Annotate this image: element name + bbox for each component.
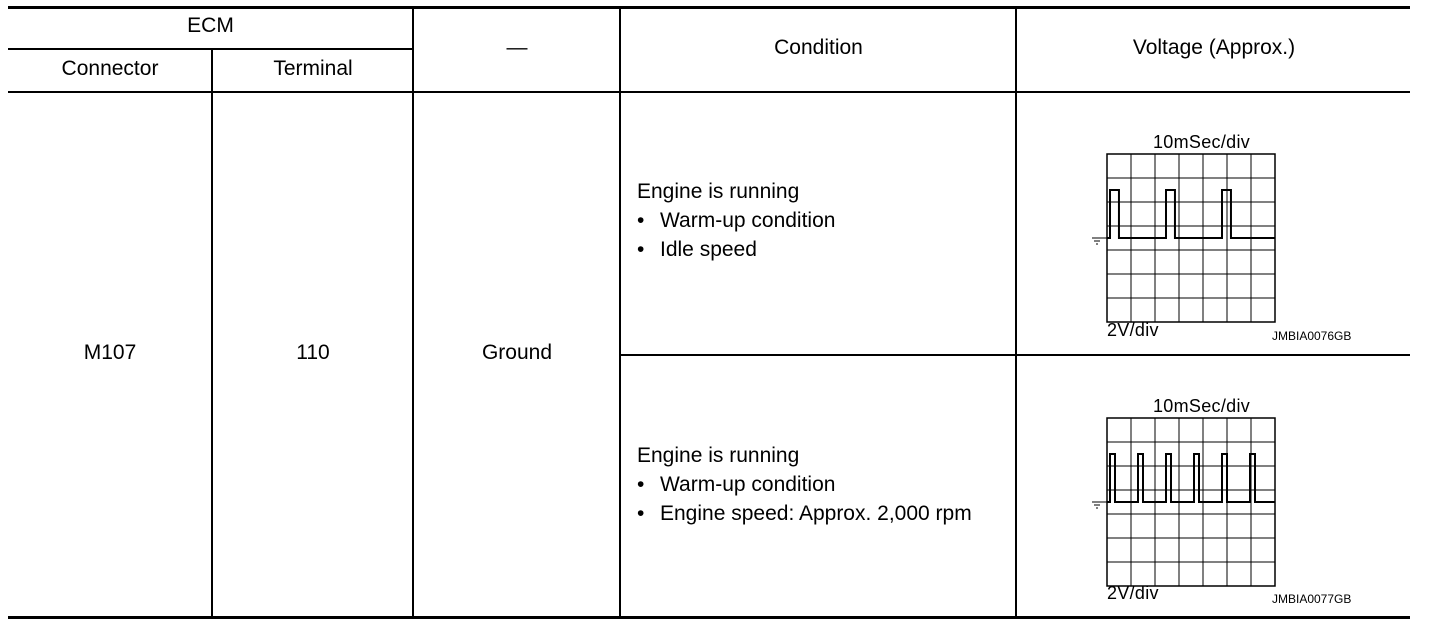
scope-volt-div-label: 2V/div — [1107, 583, 1159, 603]
scope-time-div-label: 10mSec/div — [1153, 132, 1251, 152]
condition-bullet: • Engine speed: Approx. 2,000 rpm — [637, 499, 972, 528]
header-connector: Connector — [61, 57, 159, 80]
condition-bullet: • Idle speed — [637, 235, 835, 264]
col-divider-3 — [619, 6, 621, 618]
table-bottom-rule — [8, 616, 1410, 619]
header-dash: — — [506, 36, 528, 59]
col-divider-4 — [1015, 6, 1017, 618]
condition-bullet-text: Idle speed — [660, 238, 757, 261]
condition-2000rpm — [637, 441, 972, 528]
condition-title: Engine is running — [637, 180, 800, 203]
terminal-value: 110 — [296, 341, 330, 364]
condition-bullet: • Warm-up condition — [637, 206, 835, 235]
condition-bullet-text: Engine speed: Approx. 2,000 rpm — [660, 502, 972, 525]
header-bottom-rule — [8, 91, 1410, 93]
waveform-trace — [1107, 454, 1275, 502]
scope-volt-div-label: 2V/div — [1107, 320, 1159, 340]
waveform-trace — [1107, 190, 1275, 238]
col-divider-2 — [412, 6, 414, 618]
figure-id-label: JMBIA0076GB — [1272, 329, 1352, 343]
condition-title: Engine is running — [637, 444, 800, 467]
condition-bullet: • Warm-up condition — [637, 470, 972, 499]
condition-bullet-text: Warm-up condition — [660, 473, 836, 496]
oscilloscope-waveform-idle — [1080, 150, 1280, 326]
ground-value: Ground — [481, 341, 553, 364]
table-top-rule — [8, 6, 1410, 9]
header-terminal: Terminal — [273, 57, 353, 80]
header-ecm: ECM — [187, 14, 234, 37]
condition-bullet-text: Warm-up condition — [660, 209, 836, 232]
scope-time-div-label: 10mSec/div — [1153, 396, 1251, 416]
col-divider-1 — [211, 48, 213, 618]
header-condition: Condition — [774, 36, 863, 59]
header-voltage: Voltage (Approx.) — [1132, 36, 1296, 59]
connector-value: M107 — [83, 341, 137, 364]
figure-id-label: JMBIA0077GB — [1272, 592, 1352, 606]
condition-idle — [637, 177, 835, 264]
oscilloscope-waveform-2000rpm — [1080, 414, 1280, 590]
